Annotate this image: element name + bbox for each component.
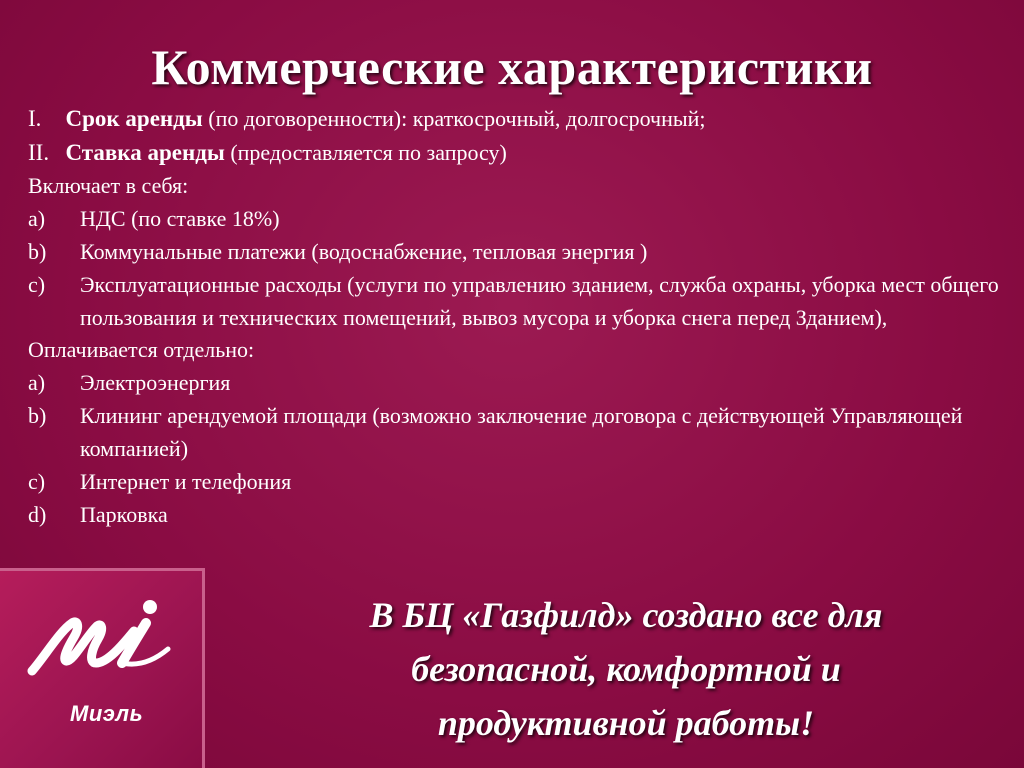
list-item-text: Парковка (80, 502, 168, 527)
list-item-text: Интернет и телефония (80, 469, 292, 494)
section-text: (по договоренности): краткосрочный, долгосрочный; (208, 106, 706, 131)
list-marker: a) (28, 206, 46, 231)
list-item-text: НДС (по ставке 18%) (80, 206, 280, 231)
tagline-line: В БЦ «Газфилд» создано все для (369, 595, 883, 635)
logo-wordmark: Миэль (70, 701, 144, 726)
includes-heading: Включает в себя: (28, 173, 189, 198)
list-marker: a) (28, 370, 46, 395)
list-item (28, 202, 1008, 235)
list-item (28, 268, 1008, 334)
list-item (28, 498, 1008, 531)
list-marker: c) (28, 272, 46, 297)
section-lease-rate (28, 136, 1008, 170)
tagline (226, 588, 1024, 750)
section-text: (предоставляется по запросу) (230, 140, 507, 165)
miel-logo-icon (0, 571, 205, 701)
list-item (28, 465, 1008, 498)
section-numeral: I. (28, 106, 42, 131)
list-item-text: Электроэнергия (80, 370, 231, 395)
section-label: Срок аренды (65, 106, 203, 131)
list-marker: b) (28, 239, 47, 264)
list-item-text: Коммунальные платежи (водоснабжение, тепловая энергия ) (80, 239, 648, 264)
list-item (28, 399, 1008, 465)
tagline-line: продуктивной работы! (437, 703, 815, 743)
section-label: Ставка аренды (65, 140, 225, 165)
section-numeral: II. (28, 140, 50, 165)
separate-heading: Оплачивается отдельно: (28, 337, 255, 362)
list-marker: c) (28, 469, 46, 494)
company-logo (0, 568, 205, 768)
list-item (28, 366, 1008, 399)
list-item-text: Клининг арендуемой площади (возможно заключение договора с действующей Управляющей компанией) (80, 403, 963, 461)
list-marker: b) (28, 403, 47, 428)
list-marker: d) (28, 502, 47, 527)
list-item (28, 235, 1008, 268)
slide-content (28, 102, 1008, 531)
list-item-text: Эксплуатационные расходы (услуги по управлению зданием, служба охраны, уборка мест общего пользования и технических помещений, вывоз мусора и уборка снега перед Зданием), (80, 272, 999, 330)
tagline-line: безопасной, комфортной и (411, 649, 841, 689)
section-lease-term (28, 102, 1008, 136)
slide-title: Коммерческие характеристики (151, 39, 873, 95)
